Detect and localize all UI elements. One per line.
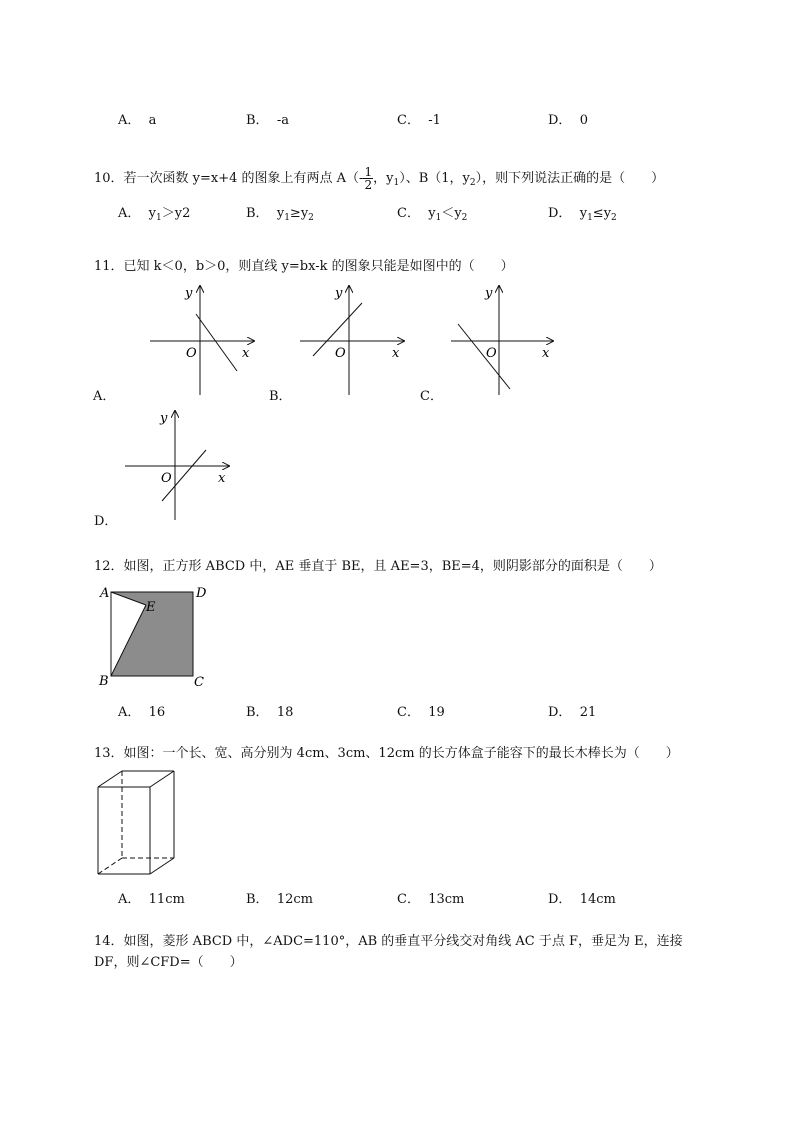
q11-d-y-label: y [160, 411, 168, 426]
q11-graph-c [451, 286, 553, 395]
q9-option-d: D． 0 [548, 113, 588, 128]
q11-c-y-label: y [485, 286, 493, 301]
q11-option-d-label: D． [94, 514, 118, 529]
q14-stem-line-2: DF，则∠CFD=（ ） [94, 955, 243, 970]
q10-option-c: C． $y_1<y_2$ [397, 206, 468, 223]
q13-option-b: B． 12cm [246, 892, 313, 907]
q11-d-x-label: x [218, 471, 226, 486]
q12-figure [98, 586, 207, 690]
q12-label-a: A [100, 586, 110, 601]
q10-stem: 10．若一次函数 y=x+4 的图象上有两点 A（- $\frac{1}{2}$ ，$y_1$）、B（1，$y_2$），则下列说法正确的是（ ） [94, 165, 665, 192]
q11-graph-b [300, 286, 404, 395]
q11-line-c [458, 324, 510, 389]
q12-stem: 12．如图，正方形 ABCD 中，AE 垂直于 BE，且 AE=3，BE=4，则阴影部分的面积是（ ） [94, 559, 662, 574]
q9-option-b: B． -a [246, 113, 289, 128]
q11-b-x-label: x [392, 346, 400, 361]
q12-option-c: C． 19 [397, 705, 445, 720]
q9-option-a: A． a [118, 113, 157, 128]
q11-stem: 11．已知 k＜0，b＞0，则直线 y=bx-k 的图象只能是如图中的（ ） [94, 259, 514, 274]
q11-graph-a [150, 286, 254, 395]
q13-option-a: A． 11cm [118, 892, 185, 907]
q11-option-b-label: B． [269, 389, 292, 404]
q11-a-x-label: x [242, 346, 250, 361]
q12-option-d: D． 21 [548, 705, 597, 720]
q14-stem-line-1: 14．如图，菱形 ABCD 中，∠ADC=110°，AB 的垂直平分线交对角线 AC 于点 F，垂足为 E，连接 [94, 934, 683, 949]
q11-d-origin-label: O [161, 471, 172, 486]
q11-graph-d [125, 411, 229, 520]
q13-option-c: C． 13cm [397, 892, 465, 907]
q11-a-origin-label: O [186, 346, 197, 361]
q11-c-x-label: x [542, 346, 550, 361]
q12-option-a: A． 16 [118, 705, 166, 720]
q12-option-b: B． 18 [246, 705, 294, 720]
q11-line-a [196, 314, 237, 371]
q11-option-a-label: A． [93, 389, 116, 404]
q11-c-origin-label: O [486, 346, 497, 361]
q9-option-c: C． -1 [397, 113, 441, 128]
q12-label-d: D [196, 586, 207, 601]
q11-option-c-label: C． [420, 389, 443, 404]
q11-b-origin-label: O [335, 346, 346, 361]
q10-option-a: A． $y_1>y2$ [118, 206, 191, 223]
q13-stem: 13．如图：一个长、宽、高分别为 4cm、3cm、12cm 的长方体盒子能容下的最长木棒长为（ ） [94, 746, 679, 761]
q11-a-y-label: y [185, 286, 193, 301]
q11-b-y-label: y [335, 286, 343, 301]
q13-option-d: D． 14cm [548, 892, 616, 907]
q10-option-b: B． $y_1\ge y_2$ [246, 206, 314, 223]
fraction-half: $\frac{1}{2}$ [364, 165, 373, 192]
q12-label-e: E [146, 600, 156, 615]
q10-option-d: D． $y_1\le y_2$ [548, 206, 617, 223]
q13-cuboid-figure [98, 771, 174, 874]
q12-label-c: C [194, 675, 204, 690]
q12-label-b: B [99, 674, 109, 689]
